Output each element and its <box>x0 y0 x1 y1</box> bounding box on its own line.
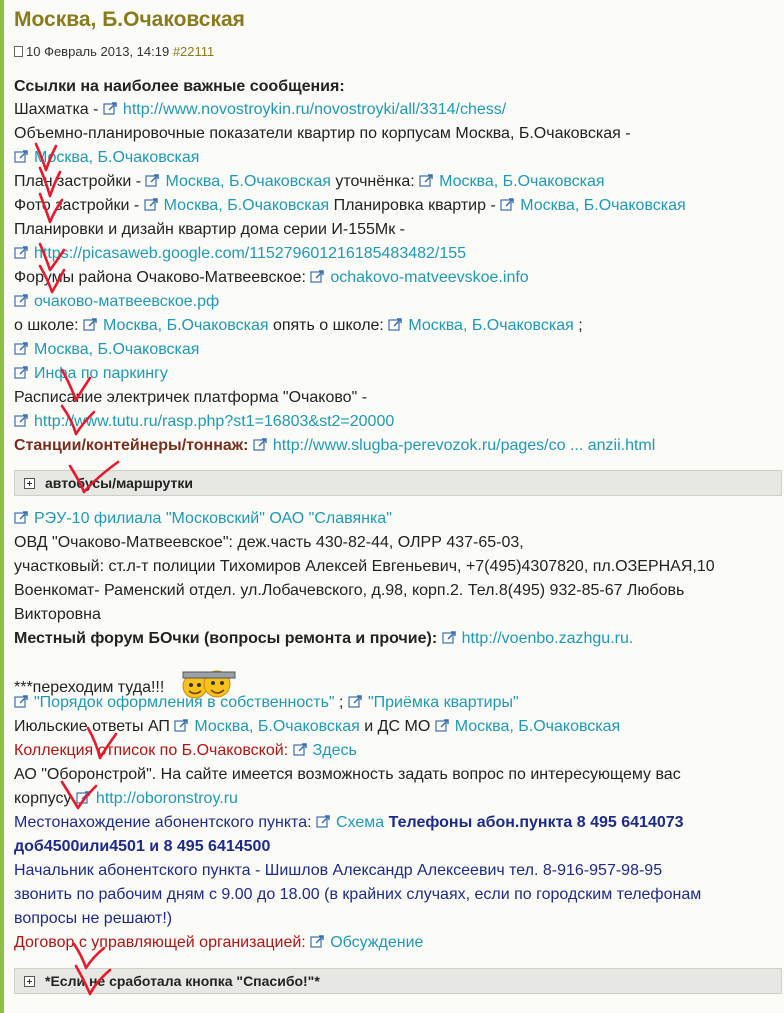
oboron-link[interactable]: http://oboronstroy.ru <box>76 790 238 807</box>
external-link-icon <box>14 510 29 525</box>
plan-line: План застройки - Москва, Б.Очаковская уточнёнка: Москва, Б.Очаковская <box>14 173 605 190</box>
ovd-line: ОВД "Очаково-Матвеевское": деж.часть 430-82-44, ОЛРР 437-65-03, <box>14 534 524 551</box>
chess-link[interactable]: http://www.novostroykin.ru/novostroyki/all/3314/chess/ <box>103 101 506 118</box>
volume-line: Объемно-планировочные показатели квартир по корпусам Москва, Б.Очаковская - <box>14 125 631 142</box>
phones-line-2: доб4500или4501 и 8 495 6414500 <box>14 838 271 855</box>
external-link-icon <box>14 293 29 308</box>
expand-plus-icon[interactable] <box>24 976 35 987</box>
external-link-icon <box>253 437 268 452</box>
document-icon <box>14 46 23 57</box>
chess-line: Шахматка - http://www.novostroykin.ru/novostroyki/all/3314/chess/ <box>14 101 507 118</box>
call-line-2: вопросы не решают!) <box>14 910 173 927</box>
external-link-icon <box>316 814 331 829</box>
oboron-url-line: корпусу http://oboronstroy.ru <box>14 790 238 807</box>
thread-title: Москва, Б.Очаковская <box>14 8 245 31</box>
external-link-icon <box>14 365 29 380</box>
external-link-icon <box>14 694 29 709</box>
external-link-icon <box>293 742 308 757</box>
trains-line: Расписание электричек платформа "Очаково" - <box>14 389 368 406</box>
oboron-line: АО "Оборонстрой". На сайте имеется возможность задать вопрос по интересующему вас <box>14 766 681 783</box>
external-link-icon <box>83 317 98 332</box>
trains-url-line <box>14 411 394 433</box>
parking-line <box>14 363 168 385</box>
extra-link[interactable]: Москва, Б.Очаковская <box>14 341 199 358</box>
picasa-link[interactable]: https://picasaweb.google.com/115279601216185483482/155 <box>14 245 466 262</box>
picasa-line <box>14 243 466 265</box>
july-link[interactable]: Москва, Б.Очаковская <box>174 718 359 735</box>
ownership-line: "Порядок оформления в собственность" ; "Приёмка квартиры" <box>14 692 519 714</box>
external-link-icon <box>144 197 159 212</box>
spoiler-buses[interactable]: автобусы/маршрутки <box>14 470 782 496</box>
external-link-icon <box>348 694 363 709</box>
forum-link-2[interactable]: очаково-матвеевское.рф <box>14 293 219 310</box>
forums-line: Форумы района Очаково-Матвеевское: ochakovo-matveevskoe.info <box>14 269 529 286</box>
local-forum-line: Местный форум БОчки (вопросы ремонта и прочие): http://voenbo.zazhgu.ru. <box>14 630 634 647</box>
scheme-link[interactable]: Схема <box>316 814 384 831</box>
extra-line <box>14 339 199 361</box>
external-link-icon <box>103 101 118 116</box>
stations-link[interactable]: http://www.slugba-perevozok.ru/pages/co ... anzii.html <box>253 437 655 454</box>
external-link-icon <box>435 718 450 733</box>
expand-plus-icon[interactable] <box>24 478 35 489</box>
reu-link[interactable]: РЭУ-10 филиала "Московский" ОАО "Славянка" <box>14 510 392 527</box>
head-line: Начальник абонентского пункта - Шишлов Александр Алексеевич тел. 8-916-957-98-95 <box>14 862 663 879</box>
plan-link[interactable]: Москва, Б.Очаковская <box>145 173 330 190</box>
subscriber-line: Местонахождение абонентского пункта: Схема Телефоны абон.пункта 8 495 6414073 <box>14 814 684 831</box>
reu-line <box>14 508 392 530</box>
external-link-icon <box>14 149 29 164</box>
post-meta <box>14 44 214 59</box>
post-date: 10 Февраль 2013, 14:19 <box>26 44 170 59</box>
contract-link[interactable]: Обсуждение <box>310 934 423 951</box>
school-link-2[interactable]: Москва, Б.Очаковская <box>388 317 573 334</box>
photo-link[interactable]: Москва, Б.Очаковская <box>144 197 329 214</box>
contract-line: Договор с управляющей организацией: Обсуждение <box>14 934 424 951</box>
school-link[interactable]: Москва, Б.Очаковская <box>83 317 268 334</box>
july-line: Июльские ответы АП Москва, Б.Очаковская и ДС МО Москва, Б.Очаковская <box>14 718 621 735</box>
school-line: о школе: Москва, Б.Очаковская опять о школе: Москва, Б.Очаковская ; <box>14 317 583 334</box>
external-link-icon <box>145 173 160 188</box>
external-link-icon <box>14 341 29 356</box>
layouts-line: Планировки и дизайн квартир дома серии И-155Мк - <box>14 221 405 238</box>
military-line: Военкомат- Раменский отдел. ул.Лобачевского, д.98, корп.2. Тел.8(495) 932-85-67 Любовь <box>14 582 685 599</box>
trains-link[interactable]: http://www.tutu.ru/rasp.php?st1=16803&st2=20000 <box>14 413 394 430</box>
parking-link[interactable]: Инфа по паркингу <box>14 365 168 382</box>
external-link-icon <box>14 413 29 428</box>
external-link-icon <box>310 934 325 949</box>
acceptance-link[interactable]: "Приёмка квартиры" <box>348 694 519 711</box>
plan-link-2[interactable]: Москва, Б.Очаковская <box>419 173 604 190</box>
external-link-icon <box>310 269 325 284</box>
go-there-line: ***переходим туда!!! <box>14 666 241 700</box>
links-header: Ссылки на наиболее важные сообщения: <box>14 78 345 95</box>
ownership-link[interactable]: "Порядок оформления в собственность" <box>14 694 335 711</box>
external-link-icon <box>174 718 189 733</box>
external-link-icon <box>14 245 29 260</box>
photo-line: Фото застройки - Москва, Б.Очаковская Планировка квартир - Москва, Б.Очаковская <box>14 197 686 214</box>
military-line-2: Викторовна <box>14 606 101 623</box>
volume-link[interactable]: Москва, Б.Очаковская <box>14 149 199 166</box>
forum-link-1[interactable]: ochakovo-matveevskoe.info <box>310 269 528 286</box>
photo-link-2[interactable]: Москва, Б.Очаковская <box>500 197 685 214</box>
external-link-icon <box>500 197 515 212</box>
external-link-icon <box>442 630 457 645</box>
volume-link-line <box>14 147 199 169</box>
replies-link[interactable]: Здесь <box>293 742 357 759</box>
post-id-link[interactable]: #22111 <box>172 44 215 59</box>
july-link-2[interactable]: Москва, Б.Очаковская <box>435 718 620 735</box>
external-link-icon <box>388 317 403 332</box>
call-line: звонить по рабочим дням с 9.00 до 18.00 (в крайних случаях, если по городским телефонам <box>14 886 702 903</box>
external-link-icon <box>419 173 434 188</box>
forum2-line <box>14 291 219 313</box>
police-line: участковый: ст.л-т полиции Тихомиров Алексей Евгеньевич, +7(495)4307820, пл.ОЗЕРНАЯ,10 <box>14 558 715 575</box>
stations-line: Станции/контейнеры/тоннаж: http://www.slugba-perevozok.ru/pages/co ... anzii.html <box>14 437 656 454</box>
spoiler-thanks[interactable]: *Если не сработала кнопка "Спасибо!"* <box>14 968 782 994</box>
post-accent-bar <box>0 0 4 1013</box>
replies-line: Коллекция отписок по Б.Очаковской: Здесь <box>14 742 357 759</box>
local-forum-link[interactable]: http://voenbo.zazhgu.ru. <box>442 630 634 647</box>
external-link-icon <box>76 790 91 805</box>
